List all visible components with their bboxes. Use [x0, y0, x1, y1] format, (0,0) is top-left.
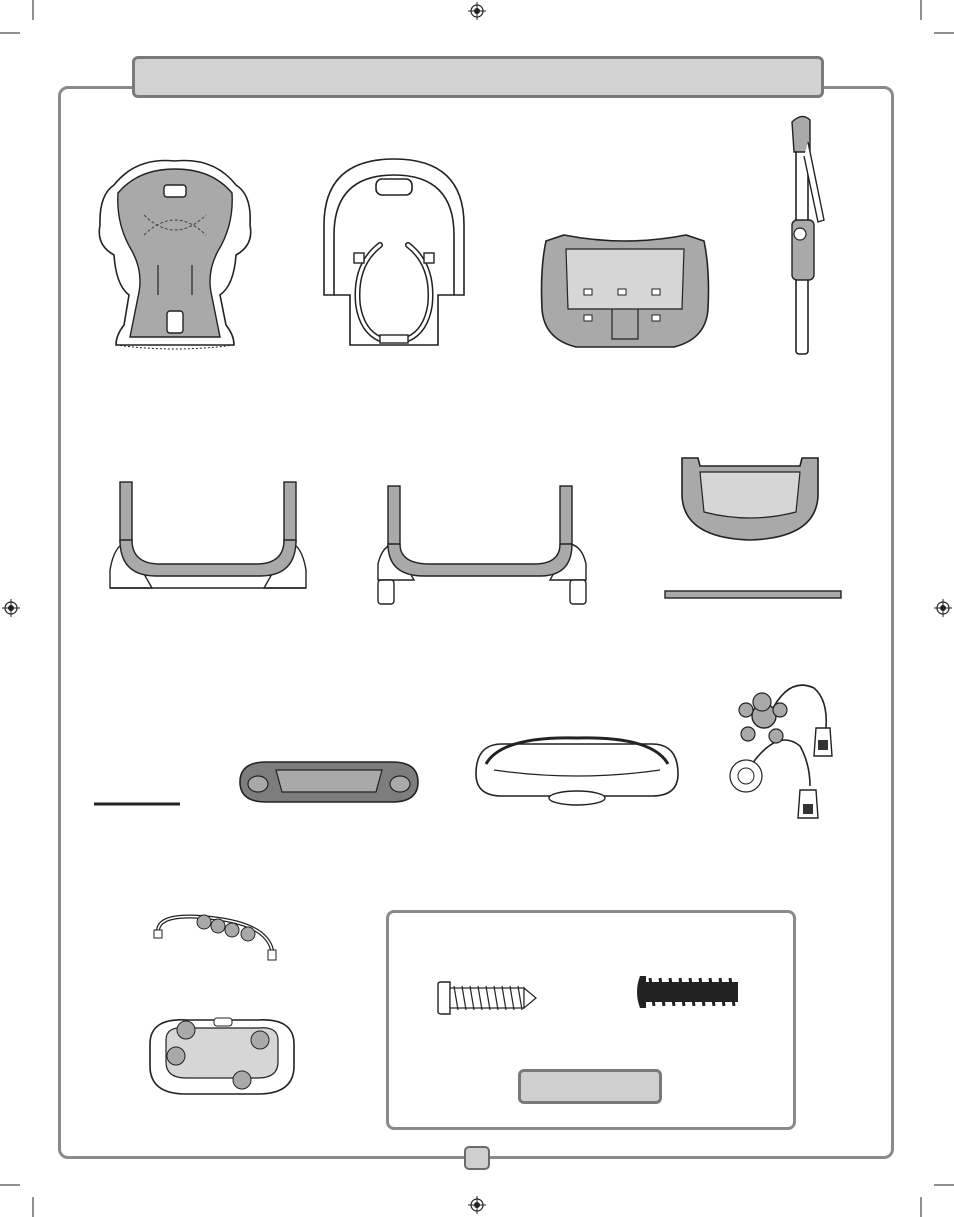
tray-icon — [472, 734, 682, 806]
hardware-label — [518, 1069, 662, 1104]
screw-light-icon — [436, 980, 540, 1016]
activity-tray-icon — [146, 1014, 298, 1100]
footrest-rod-icon — [664, 590, 842, 600]
leg-tube-with-hinge-icon — [782, 112, 832, 356]
screw-dark-icon — [632, 972, 744, 1012]
toy-bar-icon — [152, 906, 278, 968]
rear-base-icon — [106, 480, 310, 592]
seat-back-with-harness-icon — [314, 155, 474, 351]
page-title — [132, 56, 824, 98]
page-number — [464, 1146, 490, 1170]
linking-toys-icon — [718, 680, 842, 826]
footrest-icon — [678, 452, 822, 544]
tube-icon — [94, 800, 180, 808]
front-base-with-casters-icon — [374, 484, 590, 610]
seat-pad-icon — [94, 155, 256, 355]
seat-base-icon — [536, 229, 714, 353]
tray-insert-icon — [236, 758, 422, 806]
